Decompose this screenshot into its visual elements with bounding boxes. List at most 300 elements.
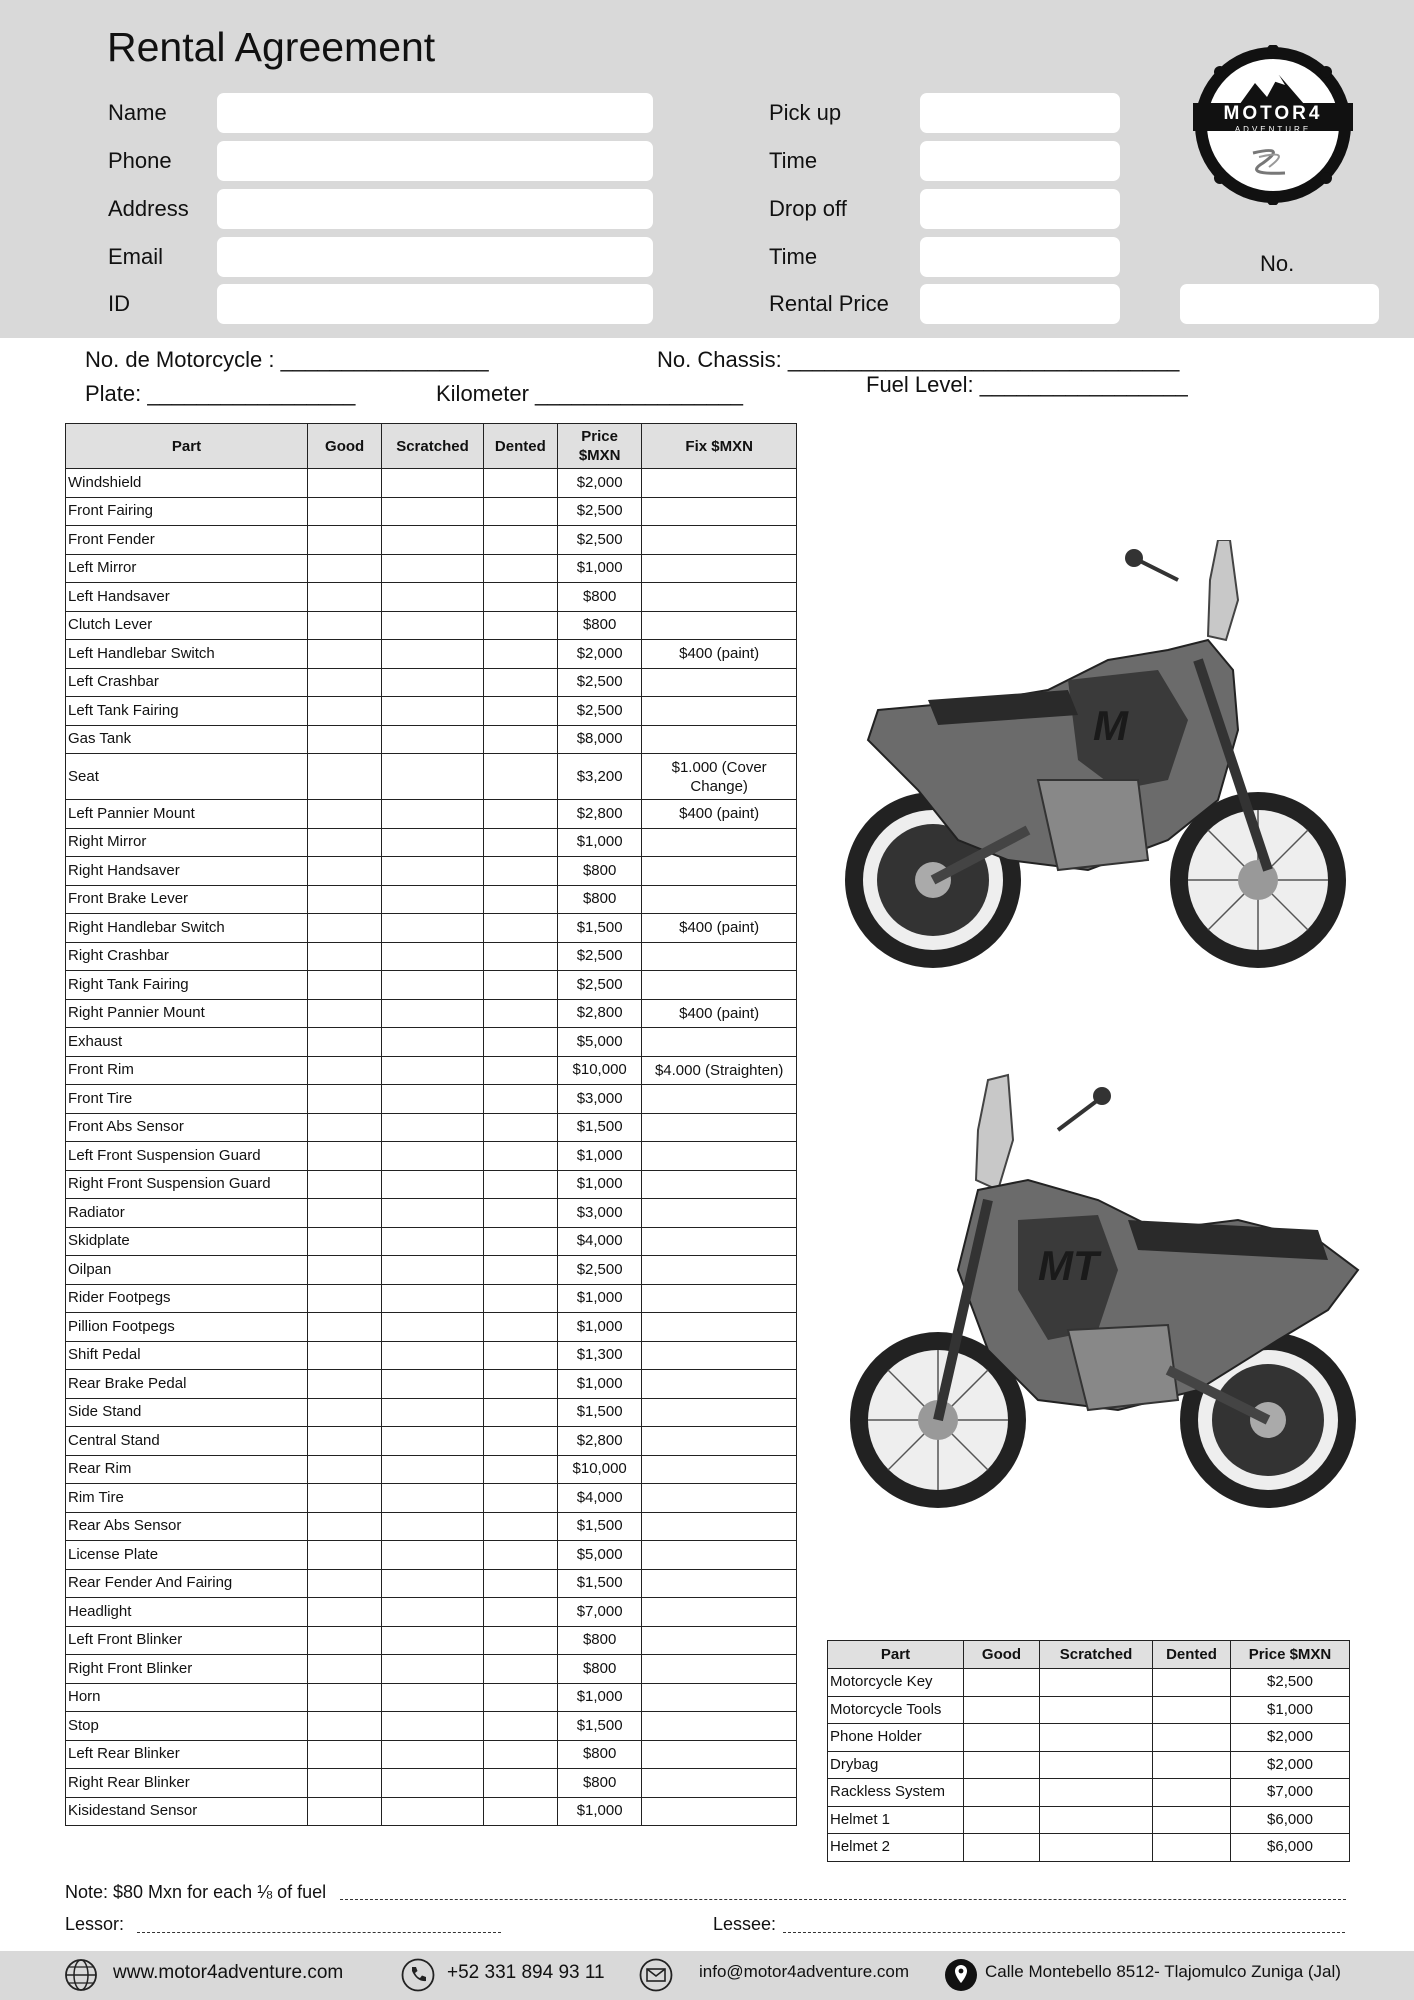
fix-price-cell [642, 668, 797, 697]
page-title: Rental Agreement [107, 24, 436, 70]
good-checkbox-cell[interactable] [307, 1455, 381, 1484]
accessory-name: Motorcycle Key [828, 1669, 964, 1697]
dented-checkbox-cell[interactable] [483, 526, 557, 555]
price-cell: $1,000 [557, 1370, 641, 1399]
dented-checkbox-cell[interactable] [483, 1769, 557, 1798]
customer-field-input-1[interactable] [217, 93, 653, 133]
fix-price-cell [642, 1227, 797, 1256]
scratched-checkbox-cell[interactable] [382, 1683, 483, 1712]
scratched-checkbox-cell[interactable] [1040, 1834, 1153, 1862]
dented-checkbox-cell[interactable] [483, 1683, 557, 1712]
price-cell: $800 [557, 1769, 641, 1798]
column-header: Dented [1153, 1641, 1231, 1669]
dented-checkbox-cell[interactable] [483, 1142, 557, 1171]
dented-checkbox-cell[interactable] [483, 1455, 557, 1484]
scratched-checkbox-cell[interactable] [382, 1227, 483, 1256]
part-name: Right Front Blinker [66, 1655, 308, 1684]
scratched-checkbox-cell[interactable] [382, 583, 483, 612]
scratched-checkbox-cell[interactable] [382, 828, 483, 857]
scratched-checkbox-cell[interactable] [382, 1455, 483, 1484]
part-name: Stop [66, 1712, 308, 1741]
scratched-checkbox-cell[interactable] [382, 914, 483, 943]
dented-checkbox-cell[interactable] [483, 828, 557, 857]
scratched-checkbox-cell[interactable] [382, 1712, 483, 1741]
good-checkbox-cell[interactable] [307, 800, 381, 829]
scratched-checkbox-cell[interactable] [382, 800, 483, 829]
chassis-number-line[interactable]: No. Chassis: ________________________________ [657, 347, 1180, 372]
dented-checkbox-cell[interactable] [483, 1256, 557, 1285]
table-row [66, 971, 797, 1000]
part-name: Front Fender [66, 526, 308, 555]
fix-price-cell [642, 1455, 797, 1484]
table-row [66, 583, 797, 612]
column-header: Fix $MXN [642, 424, 797, 469]
column-header: Scratched [1040, 1641, 1153, 1669]
table-row [66, 1712, 797, 1741]
good-checkbox-cell[interactable] [307, 885, 381, 914]
good-checkbox-cell[interactable] [307, 1398, 381, 1427]
footer-email[interactable]: info@motor4adventure.com [699, 1962, 910, 1981]
price-cell: $2,800 [557, 800, 641, 829]
good-checkbox-cell[interactable] [307, 754, 381, 800]
dented-checkbox-cell[interactable] [483, 1655, 557, 1684]
good-checkbox-cell[interactable] [307, 1769, 381, 1798]
scratched-checkbox-cell[interactable] [382, 1313, 483, 1342]
table-row [66, 999, 797, 1028]
good-checkbox-cell[interactable] [964, 1724, 1040, 1752]
dented-checkbox-cell[interactable] [483, 971, 557, 1000]
price-cell: $5,000 [557, 1028, 641, 1057]
fix-price-cell: $400 (paint) [642, 999, 797, 1028]
part-name: Left Front Suspension Guard [66, 1142, 308, 1171]
good-checkbox-cell[interactable] [307, 1712, 381, 1741]
dented-checkbox-cell[interactable] [483, 640, 557, 669]
scratched-checkbox-cell[interactable] [382, 885, 483, 914]
fix-price-cell [642, 526, 797, 555]
dented-checkbox-cell[interactable] [1153, 1806, 1231, 1834]
part-name: Oilpan [66, 1256, 308, 1285]
rental-field-input-4[interactable] [920, 237, 1120, 277]
scratched-checkbox-cell[interactable] [382, 1541, 483, 1570]
good-checkbox-cell[interactable] [307, 971, 381, 1000]
scratched-checkbox-cell[interactable] [382, 1484, 483, 1513]
table-row [66, 1313, 797, 1342]
table-row [828, 1724, 1350, 1752]
good-checkbox-cell[interactable] [307, 1056, 381, 1085]
fix-price-cell [642, 1769, 797, 1798]
good-checkbox-cell[interactable] [307, 583, 381, 612]
good-checkbox-cell[interactable] [964, 1696, 1040, 1724]
price-cell: $1,000 [557, 1170, 641, 1199]
lessor-signature-line[interactable] [137, 1932, 501, 1933]
price-cell: $2,500 [557, 942, 641, 971]
scratched-checkbox-cell[interactable] [382, 1199, 483, 1228]
dented-checkbox-cell[interactable] [483, 1427, 557, 1456]
fix-price-cell [642, 1341, 797, 1370]
good-checkbox-cell[interactable] [964, 1669, 1040, 1697]
dented-checkbox-cell[interactable] [483, 1569, 557, 1598]
scratched-checkbox-cell[interactable] [382, 1598, 483, 1627]
scratched-checkbox-cell[interactable] [382, 668, 483, 697]
price-cell: $3,200 [557, 754, 641, 800]
table-row [66, 754, 797, 800]
dented-checkbox-cell[interactable] [483, 1170, 557, 1199]
good-checkbox-cell[interactable] [307, 1313, 381, 1342]
scratched-checkbox-cell[interactable] [382, 1797, 483, 1826]
part-name: Rear Brake Pedal [66, 1370, 308, 1399]
good-checkbox-cell[interactable] [307, 1284, 381, 1313]
dented-checkbox-cell[interactable] [483, 583, 557, 612]
scratched-checkbox-cell[interactable] [382, 1113, 483, 1142]
good-checkbox-cell[interactable] [307, 1085, 381, 1114]
dented-checkbox-cell[interactable] [483, 1598, 557, 1627]
scratched-checkbox-cell[interactable] [382, 1769, 483, 1798]
part-name: Rear Rim [66, 1455, 308, 1484]
good-checkbox-cell[interactable] [307, 469, 381, 498]
dented-checkbox-cell[interactable] [483, 611, 557, 640]
dented-checkbox-cell[interactable] [483, 497, 557, 526]
scratched-checkbox-cell[interactable] [382, 1512, 483, 1541]
price-cell: $1,000 [557, 1142, 641, 1171]
table-row [66, 1085, 797, 1114]
scratched-checkbox-cell[interactable] [382, 1256, 483, 1285]
kilometer-line[interactable]: Kilometer _________________ [436, 381, 744, 406]
dented-checkbox-cell[interactable] [483, 1056, 557, 1085]
table-row [828, 1779, 1350, 1807]
rental-field-input-2[interactable] [920, 141, 1120, 181]
scratched-checkbox-cell[interactable] [1040, 1806, 1153, 1834]
scratched-checkbox-cell[interactable] [382, 554, 483, 583]
scratched-checkbox-cell[interactable] [1040, 1779, 1153, 1807]
fix-price-cell [642, 1712, 797, 1741]
table-row [66, 554, 797, 583]
price-cell: $1,500 [557, 1569, 641, 1598]
scratched-checkbox-cell[interactable] [382, 1740, 483, 1769]
dented-checkbox-cell[interactable] [1153, 1696, 1231, 1724]
dented-checkbox-cell[interactable] [483, 1626, 557, 1655]
price-cell: $1,000 [557, 828, 641, 857]
price-cell: $3,000 [557, 1085, 641, 1114]
dented-checkbox-cell[interactable] [483, 469, 557, 498]
scratched-checkbox-cell[interactable] [382, 857, 483, 886]
good-checkbox-cell[interactable] [307, 1484, 381, 1513]
customer-field-input-4[interactable] [217, 237, 653, 277]
table-row [66, 1769, 797, 1798]
scratched-checkbox-cell[interactable] [1040, 1669, 1153, 1697]
scratched-checkbox-cell[interactable] [1040, 1696, 1153, 1724]
number-field[interactable] [1180, 284, 1379, 324]
price-cell: $10,000 [557, 1056, 641, 1085]
part-name: Right Handlebar Switch [66, 914, 308, 943]
good-checkbox-cell[interactable] [307, 697, 381, 726]
customer-field-label-1: Name [108, 100, 167, 125]
scratched-checkbox-cell[interactable] [1040, 1724, 1153, 1752]
scratched-checkbox-cell[interactable] [382, 611, 483, 640]
table-row [66, 1598, 797, 1627]
part-name: Seat [66, 754, 308, 800]
table-row [66, 697, 797, 726]
scratched-checkbox-cell[interactable] [382, 1341, 483, 1370]
scratched-checkbox-cell[interactable] [382, 1569, 483, 1598]
fix-price-cell [642, 725, 797, 754]
good-checkbox-cell[interactable] [307, 1256, 381, 1285]
dented-checkbox-cell[interactable] [483, 1512, 557, 1541]
dented-checkbox-cell[interactable] [483, 1370, 557, 1399]
price-cell: $7,000 [557, 1598, 641, 1627]
fix-price-cell [642, 1199, 797, 1228]
scratched-checkbox-cell[interactable] [382, 526, 483, 555]
scratched-checkbox-cell[interactable] [1040, 1751, 1153, 1779]
dented-checkbox-cell[interactable] [483, 697, 557, 726]
dented-checkbox-cell[interactable] [483, 1484, 557, 1513]
dented-checkbox-cell[interactable] [483, 1284, 557, 1313]
dented-checkbox-cell[interactable] [483, 999, 557, 1028]
part-name: Left Handsaver [66, 583, 308, 612]
table-header-row [828, 1641, 1350, 1669]
good-checkbox-cell[interactable] [307, 1683, 381, 1712]
scratched-checkbox-cell[interactable] [382, 999, 483, 1028]
price-cell: $1,500 [557, 1512, 641, 1541]
good-checkbox-cell[interactable] [964, 1751, 1040, 1779]
good-checkbox-cell[interactable] [307, 1227, 381, 1256]
part-name: Side Stand [66, 1398, 308, 1427]
dented-checkbox-cell[interactable] [483, 1398, 557, 1427]
dented-checkbox-cell[interactable] [483, 1541, 557, 1570]
dented-checkbox-cell[interactable] [483, 754, 557, 800]
table-row [828, 1696, 1350, 1724]
dented-checkbox-cell[interactable] [483, 857, 557, 886]
good-checkbox-cell[interactable] [307, 1740, 381, 1769]
footer-website[interactable]: www.motor4adventure.com [113, 1962, 344, 1983]
part-name: Rear Abs Sensor [66, 1512, 308, 1541]
scratched-checkbox-cell[interactable] [382, 1655, 483, 1684]
location-pin-icon [944, 1958, 978, 1992]
good-checkbox-cell[interactable] [307, 640, 381, 669]
good-checkbox-cell[interactable] [307, 1598, 381, 1627]
scratched-checkbox-cell[interactable] [382, 1142, 483, 1171]
fix-price-cell: $1.000 (Cover Change) [642, 754, 797, 800]
svg-text:M: M [1093, 702, 1128, 749]
dented-checkbox-cell[interactable] [483, 1712, 557, 1741]
table-row [66, 1056, 797, 1085]
dented-checkbox-cell[interactable] [483, 1740, 557, 1769]
good-checkbox-cell[interactable] [307, 942, 381, 971]
dented-checkbox-cell[interactable] [483, 800, 557, 829]
fix-price-cell [642, 971, 797, 1000]
dented-checkbox-cell[interactable] [1153, 1669, 1231, 1697]
table-header-row [66, 424, 797, 469]
dented-checkbox-cell[interactable] [483, 554, 557, 583]
fuel-level-line[interactable]: Fuel Level: _________________ [866, 372, 1188, 397]
scratched-checkbox-cell[interactable] [382, 971, 483, 1000]
lessee-signature-line[interactable] [783, 1932, 1345, 1933]
good-checkbox-cell[interactable] [307, 1427, 381, 1456]
good-checkbox-cell[interactable] [307, 914, 381, 943]
good-checkbox-cell[interactable] [307, 999, 381, 1028]
good-checkbox-cell[interactable] [307, 611, 381, 640]
dented-checkbox-cell[interactable] [1153, 1751, 1231, 1779]
price-cell: $2,500 [557, 668, 641, 697]
table-row [66, 611, 797, 640]
rental-field-input-1[interactable] [920, 93, 1120, 133]
scratched-checkbox-cell[interactable] [382, 754, 483, 800]
scratched-checkbox-cell[interactable] [382, 640, 483, 669]
table-row [66, 1142, 797, 1171]
dented-checkbox-cell[interactable] [1153, 1834, 1231, 1862]
good-checkbox-cell[interactable] [307, 1797, 381, 1826]
good-checkbox-cell[interactable] [307, 1626, 381, 1655]
rental-field-label-5: Rental Price [769, 291, 889, 316]
fix-price-cell [642, 1740, 797, 1769]
good-checkbox-cell[interactable] [307, 526, 381, 555]
part-name: License Plate [66, 1541, 308, 1570]
good-checkbox-cell[interactable] [307, 1341, 381, 1370]
good-checkbox-cell[interactable] [307, 1569, 381, 1598]
price-cell: $800 [557, 1626, 641, 1655]
table-row [66, 1512, 797, 1541]
rental-field-input-3[interactable] [920, 189, 1120, 229]
dented-checkbox-cell[interactable] [483, 668, 557, 697]
rental-field-input-5[interactable] [920, 284, 1120, 324]
footer-address: Calle Montebello 8512- Tlajomulco Zuniga (Jal) [985, 1962, 1341, 1981]
column-header: Part [828, 1641, 964, 1669]
dented-checkbox-cell[interactable] [1153, 1779, 1231, 1807]
good-checkbox-cell[interactable] [307, 1541, 381, 1570]
scratched-checkbox-cell[interactable] [382, 1056, 483, 1085]
scratched-checkbox-cell[interactable] [382, 1085, 483, 1114]
customer-field-label-4: Email [108, 244, 164, 269]
dented-checkbox-cell[interactable] [483, 725, 557, 754]
part-name: Right Crashbar [66, 942, 308, 971]
price-cell: $800 [557, 885, 641, 914]
note-line[interactable] [340, 1899, 1346, 1900]
good-checkbox-cell[interactable] [307, 668, 381, 697]
part-name: Left Front Blinker [66, 1626, 308, 1655]
scratched-checkbox-cell[interactable] [382, 725, 483, 754]
scratched-checkbox-cell[interactable] [382, 469, 483, 498]
table-row [66, 469, 797, 498]
scratched-checkbox-cell[interactable] [382, 1370, 483, 1399]
rental-field-label-1: Pick up [769, 100, 842, 125]
footer-phone[interactable]: +52 331 894 93 11 [447, 1962, 605, 1983]
table-row [828, 1806, 1350, 1834]
part-name: Front Rim [66, 1056, 308, 1085]
dented-checkbox-cell[interactable] [483, 914, 557, 943]
dented-checkbox-cell[interactable] [483, 1797, 557, 1826]
part-name: Right Pannier Mount [66, 999, 308, 1028]
scratched-checkbox-cell[interactable] [382, 1398, 483, 1427]
scratched-checkbox-cell[interactable] [382, 1028, 483, 1057]
price-cell: $1,500 [557, 1113, 641, 1142]
good-checkbox-cell[interactable] [964, 1806, 1040, 1834]
plate-line[interactable]: Plate: _________________ [85, 381, 356, 406]
scratched-checkbox-cell[interactable] [382, 1626, 483, 1655]
good-checkbox-cell[interactable] [307, 1199, 381, 1228]
lessor-label: Lessor: [65, 1914, 125, 1934]
scratched-checkbox-cell[interactable] [382, 1284, 483, 1313]
globe-icon [64, 1958, 98, 1992]
motorcycle-number-line[interactable]: No. de Motorcycle : _________________ [85, 347, 489, 372]
motorcycle-side-view-left-image [838, 540, 1358, 1000]
part-name: Shift Pedal [66, 1341, 308, 1370]
customer-field-input-5[interactable] [217, 284, 653, 324]
customer-field-input-2[interactable] [217, 141, 653, 181]
scratched-checkbox-cell[interactable] [382, 497, 483, 526]
rental-field-label-4: Time [769, 244, 818, 269]
price-cell: $800 [557, 583, 641, 612]
lessee-label: Lessee: [713, 1914, 777, 1934]
table-row [66, 668, 797, 697]
fix-price-cell [642, 1569, 797, 1598]
dented-checkbox-cell[interactable] [1153, 1724, 1231, 1752]
fix-price-cell [642, 1598, 797, 1627]
price-cell: $2,000 [557, 640, 641, 669]
part-name: Exhaust [66, 1028, 308, 1057]
table-row [66, 1569, 797, 1598]
good-checkbox-cell[interactable] [307, 1028, 381, 1057]
dented-checkbox-cell[interactable] [483, 885, 557, 914]
good-checkbox-cell[interactable] [307, 1142, 381, 1171]
customer-field-input-3[interactable] [217, 189, 653, 229]
fix-price-cell [642, 1655, 797, 1684]
good-checkbox-cell[interactable] [964, 1779, 1040, 1807]
dented-checkbox-cell[interactable] [483, 1028, 557, 1057]
dented-checkbox-cell[interactable] [483, 1341, 557, 1370]
part-name: Right Tank Fairing [66, 971, 308, 1000]
price-cell: $800 [557, 1655, 641, 1684]
scratched-checkbox-cell[interactable] [382, 697, 483, 726]
price-cell: $1,500 [557, 914, 641, 943]
good-checkbox-cell[interactable] [307, 725, 381, 754]
price-cell: $1,000 [557, 1313, 641, 1342]
scratched-checkbox-cell[interactable] [382, 942, 483, 971]
part-name: Horn [66, 1683, 308, 1712]
good-checkbox-cell[interactable] [307, 554, 381, 583]
good-checkbox-cell[interactable] [964, 1834, 1040, 1862]
table-row [66, 1626, 797, 1655]
price-cell: $1,000 [1231, 1696, 1350, 1724]
dented-checkbox-cell[interactable] [483, 1085, 557, 1114]
dented-checkbox-cell[interactable] [483, 1199, 557, 1228]
fix-price-cell [642, 1427, 797, 1456]
fix-price-cell [642, 1797, 797, 1826]
fix-price-cell [642, 942, 797, 971]
good-checkbox-cell[interactable] [307, 828, 381, 857]
part-name: Front Fairing [66, 497, 308, 526]
dented-checkbox-cell[interactable] [483, 1113, 557, 1142]
good-checkbox-cell[interactable] [307, 857, 381, 886]
good-checkbox-cell[interactable] [307, 1113, 381, 1142]
price-cell: $5,000 [557, 1541, 641, 1570]
good-checkbox-cell[interactable] [307, 497, 381, 526]
scratched-checkbox-cell[interactable] [382, 1170, 483, 1199]
scratched-checkbox-cell[interactable] [382, 1427, 483, 1456]
accessories-inspection-table [827, 1640, 1350, 1862]
fix-price-cell [642, 611, 797, 640]
good-checkbox-cell[interactable] [307, 1655, 381, 1684]
dented-checkbox-cell[interactable] [483, 1313, 557, 1342]
table-row [66, 800, 797, 829]
price-cell: $2,000 [557, 469, 641, 498]
fix-price-cell [642, 1142, 797, 1171]
dented-checkbox-cell[interactable] [483, 1227, 557, 1256]
good-checkbox-cell[interactable] [307, 1170, 381, 1199]
table-row [66, 1740, 797, 1769]
good-checkbox-cell[interactable] [307, 1370, 381, 1399]
dented-checkbox-cell[interactable] [483, 942, 557, 971]
good-checkbox-cell[interactable] [307, 1512, 381, 1541]
fix-price-cell [642, 1512, 797, 1541]
